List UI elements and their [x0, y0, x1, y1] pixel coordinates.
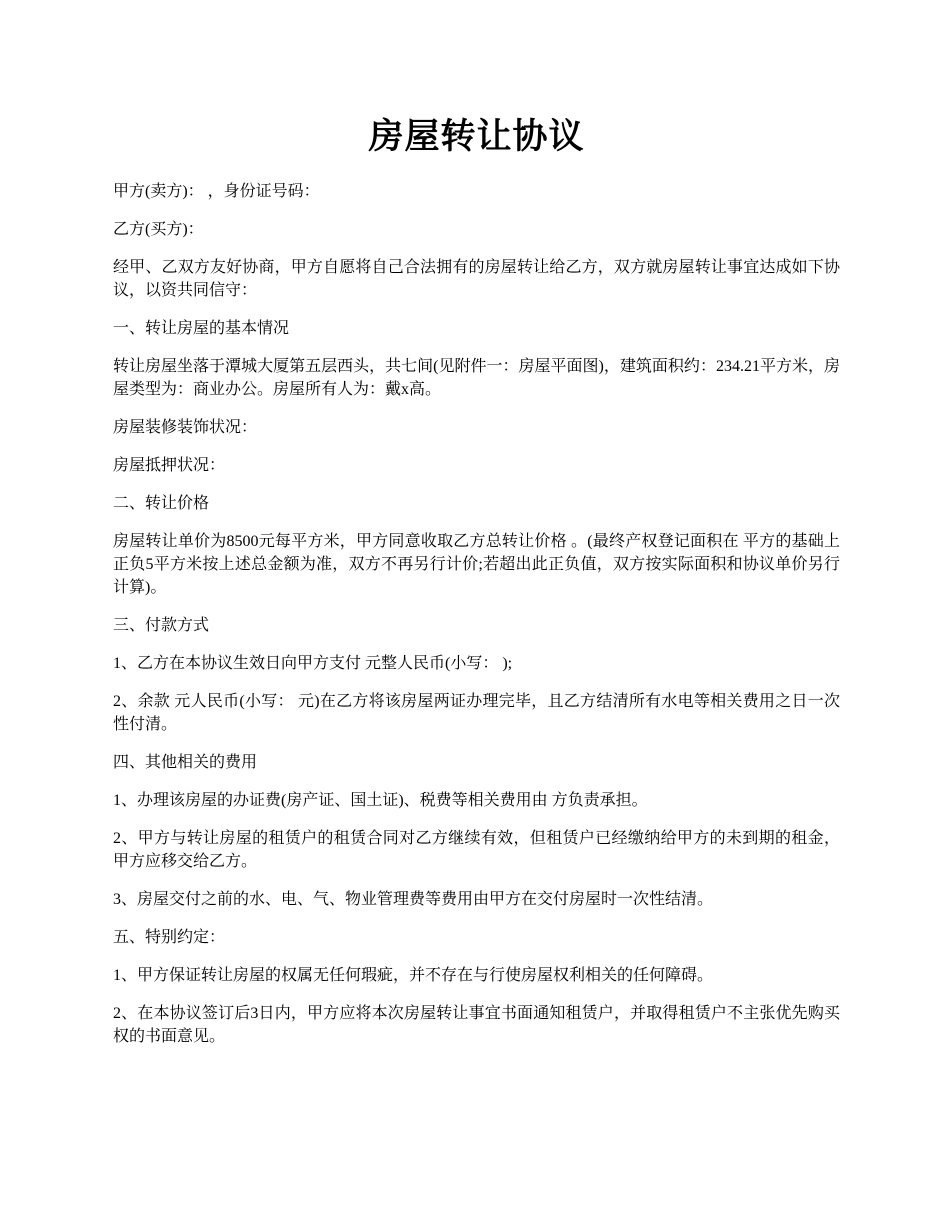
- property-location-paragraph: 转让房屋坐落于潭城大厦第五层西头，共七间(见附件一：房屋平面图)，建筑面积约：234.21平方米，房屋类型为：商业办公。房屋所有人为：戴x高。: [113, 358, 840, 398]
- preamble-paragraph: 经甲、乙双方友好协商，甲方自愿将自己合法拥有的房屋转让给乙方，双方就房屋转让事宜达成如下协议，以资共同信守：: [113, 259, 840, 299]
- decoration-status-line: 房屋装修装饰状况：: [113, 419, 258, 436]
- price-paragraph: 房屋转让单价为8500元每平方米，甲方同意收取乙方总转让价格 。(最终产权登记面积在 平方的基础上正负5平方米按上述总金额为准，双方不再另行计价;若超出此正负值，双方按实际面积和协议单价另行计算)。: [113, 533, 840, 596]
- section-heading-2: 二、转让价格: [113, 495, 210, 512]
- fee-item-3: 3、房屋交付之前的水、电、气、物业管理费等费用由甲方在交付房屋时一次性结清。: [113, 891, 714, 908]
- document-page: [113, 0, 840, 1048]
- section-heading-1: 一、转让房屋的基本情况: [113, 320, 290, 337]
- fee-item-2: 2、甲方与转让房屋的租赁户的租赁合同对乙方继续有效，但租赁户已经缴纳给甲方的未到期的租金，甲方应移交给乙方。: [113, 830, 840, 870]
- section-heading-3: 三、付款方式: [113, 617, 210, 634]
- document-title: 房屋转让协议: [368, 117, 585, 156]
- section-heading-5: 五、特别约定：: [113, 929, 226, 946]
- party-a-line: 甲方(卖方)： ，身份证号码：: [113, 183, 320, 200]
- fee-item-1: 1、办理该房屋的办证费(房产证、国土证)、税费等相关费用由 方负责承担。: [113, 792, 648, 809]
- section-heading-4: 四、其他相关的费用: [113, 754, 258, 771]
- special-item-1: 1、甲方保证转让房屋的权属无任何瑕疵，并不存在与行使房屋权利相关的任何障碍。: [113, 967, 714, 984]
- payment-item-2: 2、余款 元人民币(小写： 元)在乙方将该房屋两证办理完毕，且乙方结清所有水电等相关费用之日一次性付清。: [113, 693, 840, 733]
- party-b-line: 乙方(买方)：: [113, 221, 204, 238]
- mortgage-status-line: 房屋抵押状况：: [113, 457, 226, 474]
- payment-item-1: 1、乙方在本协议生效日向甲方支付 元整人民币(小写： );: [113, 655, 513, 672]
- special-item-2: 2、在本协议签订后3日内，甲方应将本次房屋转让事宜书面通知租赁户，并取得租赁户不主张优先购买权的书面意见。: [113, 1005, 840, 1045]
